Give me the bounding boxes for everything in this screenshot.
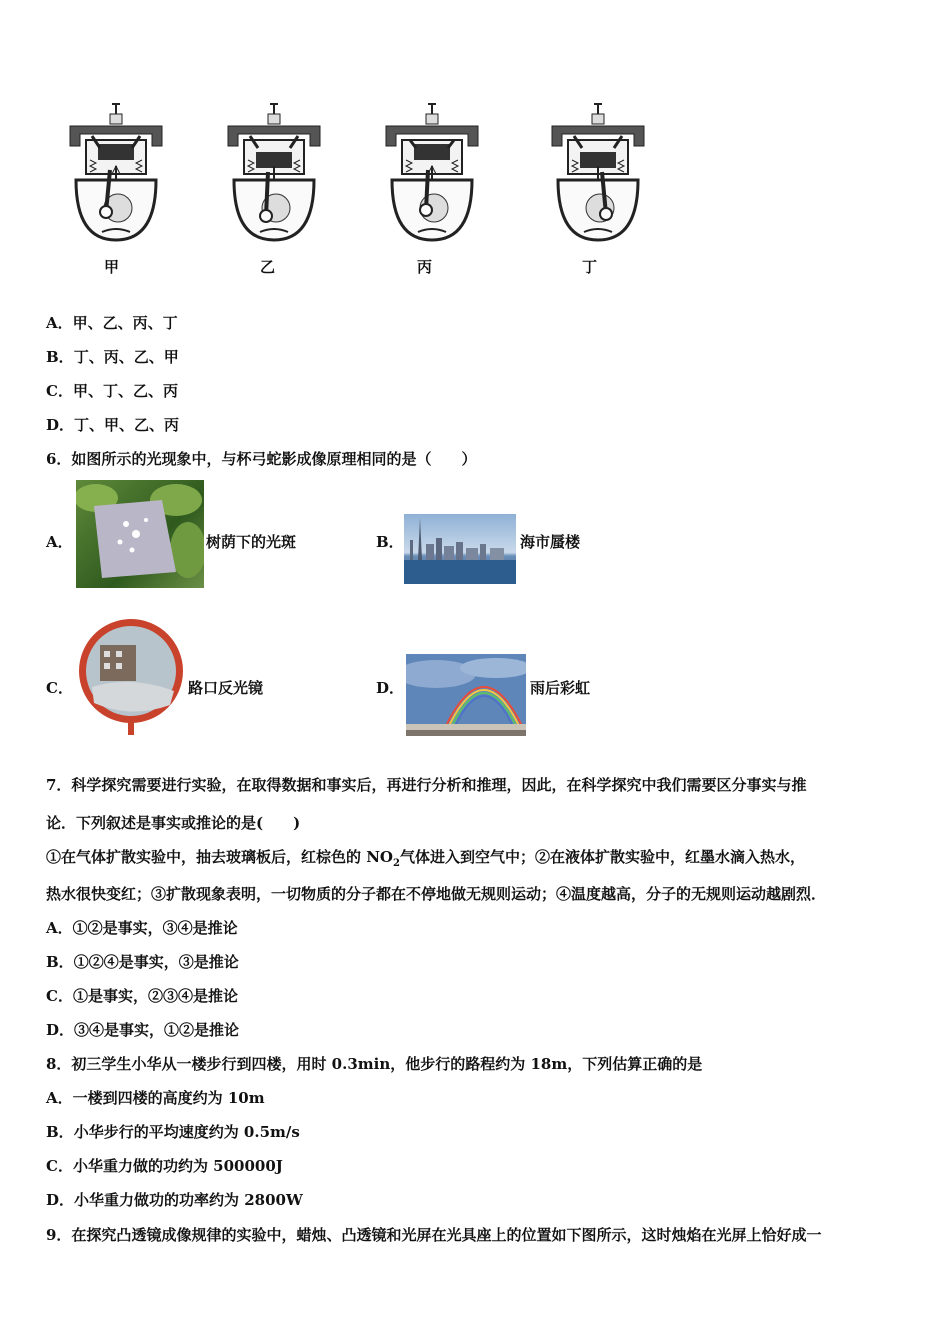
road-convex-mirror-image xyxy=(78,615,184,735)
q5-option-b[interactable]: B．丁、丙、乙、甲 xyxy=(46,348,179,366)
q6-option-a-caption: 树荫下的光斑 xyxy=(206,533,297,551)
q6-stem: 6．如图所示的光现象中，与杯弓蛇影成像原理相同的是（ ） xyxy=(46,450,477,468)
engine-label-yi: 乙 xyxy=(260,258,276,276)
engine-diagram-ding xyxy=(548,100,648,245)
q8-option-d[interactable]: D．小华重力做功的功率约为 2800W xyxy=(46,1191,303,1209)
rainbow-after-rain-image xyxy=(406,654,526,736)
q6-option-c-letter[interactable]: C． xyxy=(46,679,73,697)
q6-option-b-letter[interactable]: B． xyxy=(376,533,404,551)
q7-option-d[interactable]: D．③④是事实，①②是推论 xyxy=(46,1021,240,1039)
q6-option-b-caption: 海市蜃楼 xyxy=(520,533,581,551)
q6-option-c-caption: 路口反光镜 xyxy=(188,679,264,697)
q7-option-a[interactable]: A．①②是事实，③④是推论 xyxy=(46,919,238,937)
tree-shade-light-spots-image xyxy=(76,480,204,588)
q7-body-line2: 热水很快变红；③扩散现象表明，一切物质的分子都在不停地做无规则运动；④温度越高，分子的无规则运动越剧烈． xyxy=(46,885,827,903)
q7-stem-line2: 论．下列叙述是事实或推论的是( ) xyxy=(46,814,301,832)
q6-option-a-letter[interactable]: A． xyxy=(46,533,73,551)
q7-option-c[interactable]: C．①是事实，②③④是推论 xyxy=(46,987,238,1005)
q8-option-b[interactable]: B．小华步行的平均速度约为 0.5m/s xyxy=(46,1123,300,1141)
q5-option-d[interactable]: D．丁、甲、乙、丙 xyxy=(46,416,180,434)
q7-body-line1: ①在气体扩散实验中，抽去玻璃板后，红棕色的 $NO_2$气体进入到空气中；②在液体扩散实验中，红墨水滴入热水， xyxy=(46,848,805,869)
q7-option-b[interactable]: B．①②④是事实，③是推论 xyxy=(46,953,239,971)
q8-option-c[interactable]: C．小华重力做的功约为 500000J xyxy=(46,1157,283,1175)
q6-option-d-letter[interactable]: D． xyxy=(376,679,405,697)
engine-label-bing: 丙 xyxy=(417,258,433,276)
engine-diagram-bing xyxy=(382,100,482,245)
q6-option-d-caption: 雨后彩虹 xyxy=(530,679,591,697)
q7-stem-line1: 7．科学探究需要进行实验，在取得数据和事实后，再进行分析和推理，因此，在科学探究中我们需要区分事实与推 xyxy=(46,776,807,794)
engine-diagram-jia xyxy=(66,100,166,245)
q5-option-a[interactable]: A．甲、乙、丙、丁 xyxy=(46,314,178,332)
mirage-city-image xyxy=(404,514,516,584)
q9-stem: 9．在探究凸透镜成像规律的实验中，蜡烛、凸透镜和光屏在光具座上的位置如下图所示，这时烛焰在光屏上恰好成一 xyxy=(46,1226,822,1244)
engine-label-ding: 丁 xyxy=(582,258,598,276)
q8-stem: 8．初三学生小华从一楼步行到四楼，用时 0.3min，他步行的路程约为 18m，下列估算正确的是 xyxy=(46,1055,703,1073)
engine-label-jia: 甲 xyxy=(104,258,120,276)
q5-option-c[interactable]: C．甲、丁、乙、丙 xyxy=(46,382,178,400)
q8-option-a[interactable]: A．一楼到四楼的高度约为 10m xyxy=(46,1089,265,1107)
engine-diagram-yi xyxy=(224,100,324,245)
